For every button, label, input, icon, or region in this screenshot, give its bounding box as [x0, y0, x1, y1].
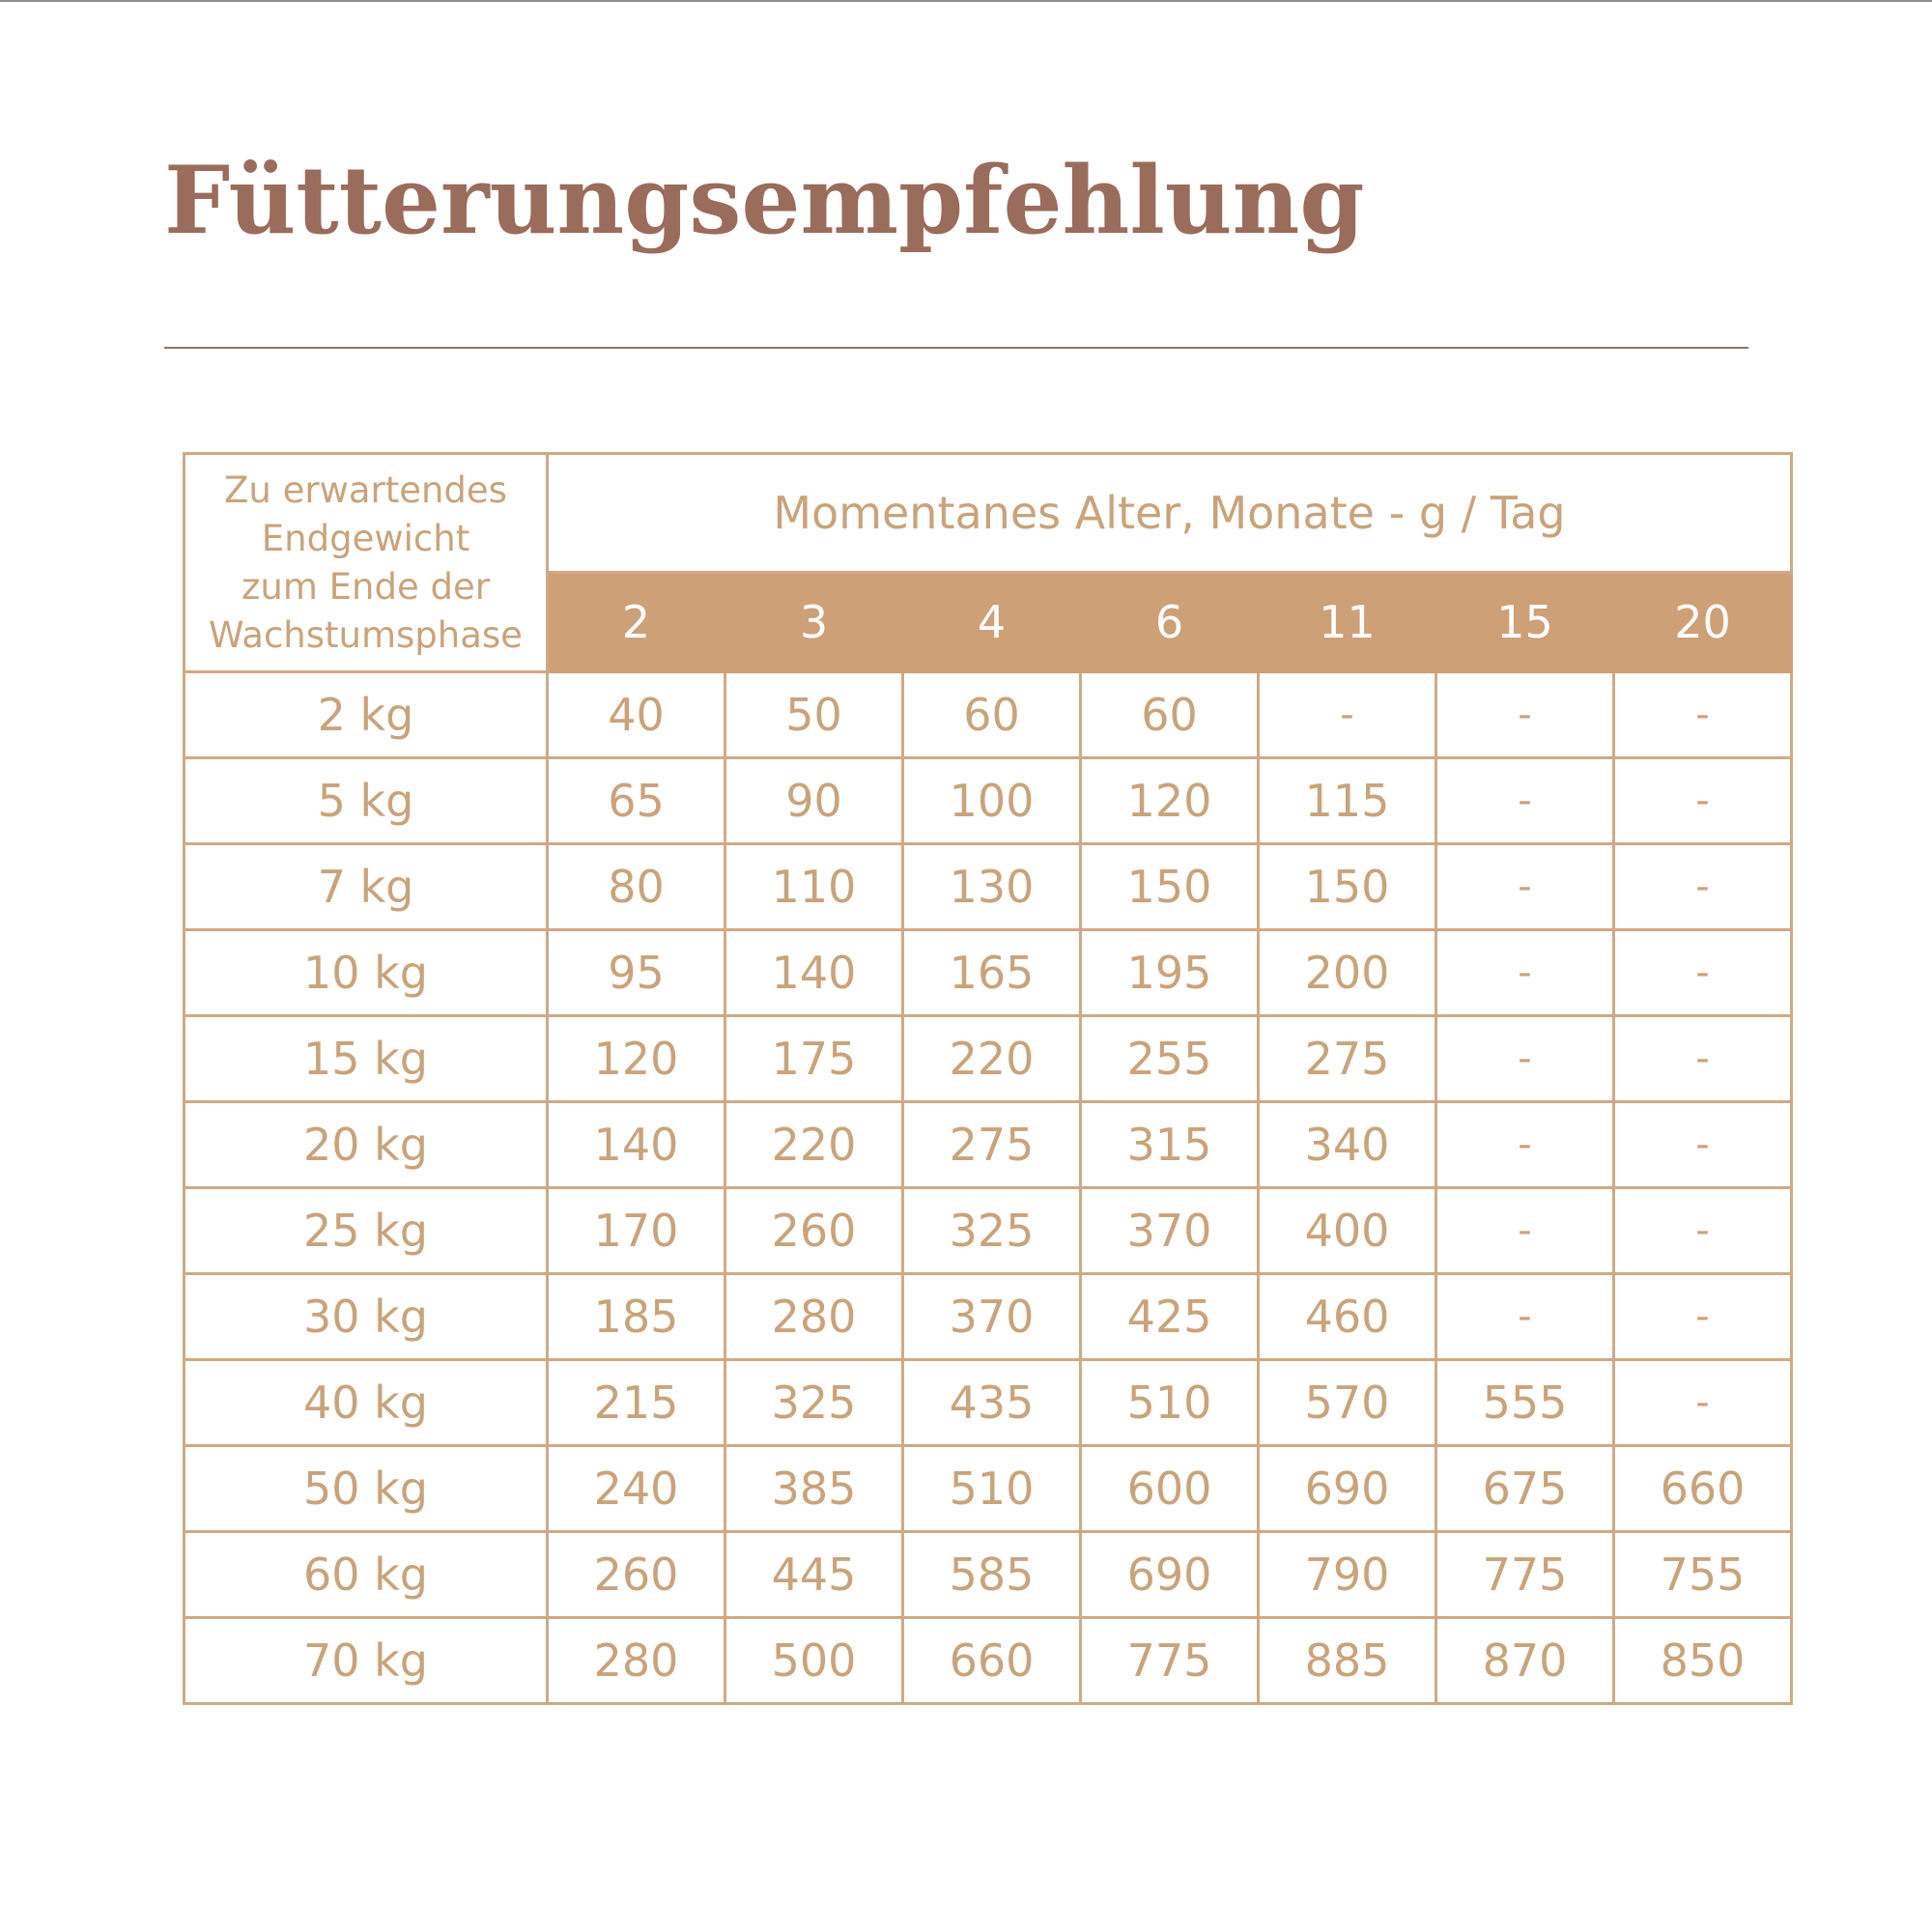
value-cell: 40: [548, 672, 725, 758]
value-cell: 150: [1081, 844, 1259, 930]
weight-cell: 20 kg: [185, 1102, 548, 1188]
top-border-line: [0, 0, 1932, 2]
value-cell: 165: [903, 930, 1081, 1016]
value-cell: -: [1614, 672, 1792, 758]
value-cell: 115: [1259, 758, 1436, 844]
table-row: [185, 1532, 1792, 1618]
value-cell: 150: [1259, 844, 1436, 930]
value-cell: 755: [1614, 1532, 1792, 1618]
age-column-header: 15: [1436, 573, 1614, 672]
value-cell: 140: [548, 1102, 725, 1188]
value-cell: 775: [1081, 1618, 1259, 1704]
value-cell: 510: [1081, 1360, 1259, 1446]
feeding-table: [183, 452, 1793, 1705]
value-cell: -: [1614, 1016, 1792, 1102]
weight-cell: 5 kg: [185, 758, 548, 844]
value-cell: 275: [903, 1102, 1081, 1188]
value-cell: 690: [1259, 1446, 1436, 1532]
value-cell: 690: [1081, 1532, 1259, 1618]
weight-cell: 10 kg: [185, 930, 548, 1016]
value-cell: 110: [725, 844, 903, 930]
value-cell: 175: [725, 1016, 903, 1102]
weight-header-line: zum Ende der: [242, 565, 490, 608]
table-row: [185, 1618, 1792, 1704]
value-cell: 585: [903, 1532, 1081, 1618]
age-column-header: 3: [725, 573, 903, 672]
value-cell: 60: [903, 672, 1081, 758]
value-cell: -: [1436, 1188, 1614, 1274]
table-row: [185, 930, 1792, 1016]
value-cell: 660: [903, 1618, 1081, 1704]
value-cell: 460: [1259, 1274, 1436, 1360]
weight-cell: 50 kg: [185, 1446, 548, 1532]
weight-cell: 25 kg: [185, 1188, 548, 1274]
value-cell: 870: [1436, 1618, 1614, 1704]
weight-cell: 2 kg: [185, 672, 548, 758]
value-cell: -: [1259, 672, 1436, 758]
value-cell: 260: [725, 1188, 903, 1274]
age-column-header: 2: [548, 573, 725, 672]
table-row: [185, 1188, 1792, 1274]
weight-cell: 7 kg: [185, 844, 548, 930]
value-cell: 315: [1081, 1102, 1259, 1188]
value-cell: 50: [725, 672, 903, 758]
weight-cell: 15 kg: [185, 1016, 548, 1102]
value-cell: -: [1436, 672, 1614, 758]
value-cell: 675: [1436, 1446, 1614, 1532]
weight-cell: 30 kg: [185, 1274, 548, 1360]
value-cell: 425: [1081, 1274, 1259, 1360]
value-cell: 100: [903, 758, 1081, 844]
value-cell: -: [1614, 1360, 1792, 1446]
value-cell: 660: [1614, 1446, 1792, 1532]
value-cell: 215: [548, 1360, 725, 1446]
value-cell: 600: [1081, 1446, 1259, 1532]
value-cell: 385: [725, 1446, 903, 1532]
value-cell: 280: [725, 1274, 903, 1360]
weight-cell: 70 kg: [185, 1618, 548, 1704]
value-cell: 95: [548, 930, 725, 1016]
page-title: Fütterungsempfehlung: [164, 146, 1365, 255]
value-cell: 220: [725, 1102, 903, 1188]
value-cell: -: [1436, 1102, 1614, 1188]
value-cell: -: [1614, 930, 1792, 1016]
title-divider: [164, 347, 1748, 349]
value-cell: 260: [548, 1532, 725, 1618]
value-cell: 185: [548, 1274, 725, 1360]
value-cell: -: [1436, 758, 1614, 844]
value-cell: 885: [1259, 1618, 1436, 1704]
table-row: [185, 844, 1792, 930]
table-row: [185, 672, 1792, 758]
weight-header-line: Wachstumsphase: [209, 613, 523, 656]
table-row: [185, 1274, 1792, 1360]
value-cell: -: [1614, 1188, 1792, 1274]
value-cell: 775: [1436, 1532, 1614, 1618]
weight-header-line: Endgewicht: [261, 517, 470, 559]
value-cell: 370: [1081, 1188, 1259, 1274]
value-cell: 280: [548, 1618, 725, 1704]
age-column-header: 20: [1614, 573, 1792, 672]
weight-header-line: Zu erwartendes: [224, 469, 507, 511]
value-cell: 90: [725, 758, 903, 844]
table-row: [185, 758, 1792, 844]
table-row: [185, 1446, 1792, 1532]
age-column-header: 11: [1259, 573, 1436, 672]
value-cell: 120: [1081, 758, 1259, 844]
value-cell: 120: [548, 1016, 725, 1102]
age-column-header: 4: [903, 573, 1081, 672]
value-cell: -: [1614, 844, 1792, 930]
value-cell: -: [1614, 1102, 1792, 1188]
value-cell: 500: [725, 1618, 903, 1704]
value-cell: 80: [548, 844, 725, 930]
value-cell: 370: [903, 1274, 1081, 1360]
weight-cell: 60 kg: [185, 1532, 548, 1618]
table-row: [185, 1016, 1792, 1102]
value-cell: -: [1436, 1016, 1614, 1102]
age-group-header: Momentanes Alter, Monate - g / Tag: [548, 454, 1792, 573]
value-cell: 195: [1081, 930, 1259, 1016]
value-cell: 130: [903, 844, 1081, 930]
value-cell: 570: [1259, 1360, 1436, 1446]
table-row: [185, 1360, 1792, 1446]
value-cell: 850: [1614, 1618, 1792, 1704]
value-cell: 790: [1259, 1532, 1436, 1618]
value-cell: 170: [548, 1188, 725, 1274]
value-cell: 220: [903, 1016, 1081, 1102]
value-cell: -: [1614, 758, 1792, 844]
value-cell: 555: [1436, 1360, 1614, 1446]
age-column-header: 6: [1081, 573, 1259, 672]
value-cell: -: [1436, 1274, 1614, 1360]
value-cell: 400: [1259, 1188, 1436, 1274]
value-cell: 140: [725, 930, 903, 1016]
value-cell: 340: [1259, 1102, 1436, 1188]
value-cell: 510: [903, 1446, 1081, 1532]
value-cell: -: [1436, 844, 1614, 930]
value-cell: -: [1614, 1274, 1792, 1360]
value-cell: 240: [548, 1446, 725, 1532]
value-cell: 325: [903, 1188, 1081, 1274]
value-cell: 60: [1081, 672, 1259, 758]
value-cell: 435: [903, 1360, 1081, 1446]
weight-column-header: [185, 454, 548, 672]
table-row: [185, 1102, 1792, 1188]
value-cell: 65: [548, 758, 725, 844]
value-cell: 325: [725, 1360, 903, 1446]
value-cell: 255: [1081, 1016, 1259, 1102]
table-body: [185, 672, 1792, 1704]
value-cell: -: [1436, 930, 1614, 1016]
weight-cell: 40 kg: [185, 1360, 548, 1446]
value-cell: 200: [1259, 930, 1436, 1016]
value-cell: 445: [725, 1532, 903, 1618]
value-cell: 275: [1259, 1016, 1436, 1102]
header-row-group: [185, 454, 1792, 573]
